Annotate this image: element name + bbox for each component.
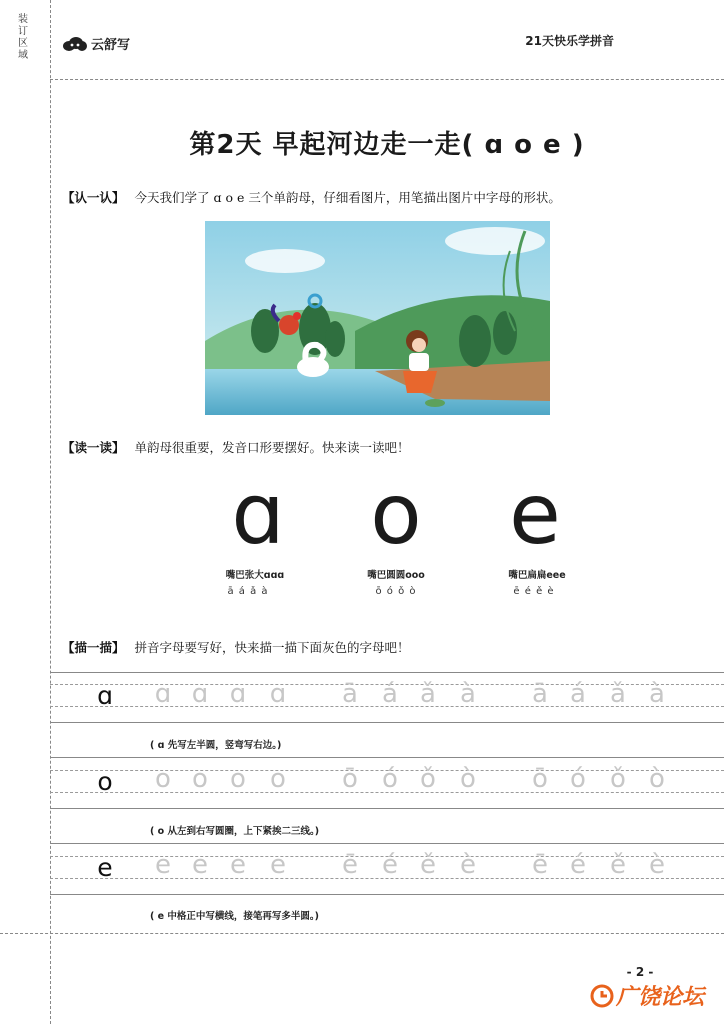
vowel-o-mouth-tip: 嘴巴圆圆ooo <box>367 570 425 581</box>
guide-line-top <box>50 672 724 673</box>
brand-logo <box>62 34 130 53</box>
trace-letter[interactable]: ǒ <box>610 764 626 794</box>
trace-letter[interactable]: ā <box>342 679 358 709</box>
scene-illustration-image <box>205 221 550 415</box>
trace-letter[interactable]: o <box>155 764 171 794</box>
trace-letter[interactable]: à <box>460 679 476 709</box>
trace-letter[interactable]: ò <box>649 764 665 794</box>
trace-letter[interactable]: ó <box>570 764 586 794</box>
footer-divider <box>0 933 724 934</box>
forum-watermark <box>590 980 704 1011</box>
page-number: - 2 - <box>626 965 654 979</box>
trace-letter[interactable]: ē <box>532 850 548 880</box>
section-read <box>62 438 410 456</box>
trace-letter[interactable]: ě <box>610 850 626 880</box>
guide-line-bottom <box>50 808 724 809</box>
vowel-e-tones: ē é ě è <box>513 586 555 597</box>
section-recognize <box>62 188 561 206</box>
trace-letter[interactable]: ǎ <box>610 679 626 709</box>
trace-letter[interactable]: ǒ <box>420 764 436 794</box>
series-title: 21天快乐学拼音 <box>525 34 614 48</box>
trace-letter[interactable]: à <box>649 679 665 709</box>
trace-letter[interactable]: ō <box>342 764 358 794</box>
trace-letter[interactable]: ō <box>532 764 548 794</box>
cloud-logo-icon <box>62 36 88 52</box>
guide-line-bottom <box>50 894 724 895</box>
section-recognize-tag: 【认一认】 <box>62 190 125 205</box>
trace-letter[interactable]: ɑ <box>154 679 172 709</box>
trace-letter[interactable]: o <box>270 764 286 794</box>
trace-letter[interactable]: ā <box>532 679 548 709</box>
section-read-tag: 【读一读】 <box>62 440 125 455</box>
section-recognize-text: 今天我们学了 ɑ o e 三个单韵母，仔细看图片，用笔描出图片中字母的形状。 <box>134 190 561 205</box>
binding-area-label: 装订区域 <box>18 14 28 61</box>
page-title: 第2天 早起河边走一走( ɑ o e ) <box>189 130 585 160</box>
model-letter-e: e <box>97 853 113 882</box>
river-illustration <box>205 221 550 415</box>
vowel-o-large: o <box>370 465 422 563</box>
vowel-a-mouth-tip: 嘴巴张大ɑɑɑ <box>225 570 285 581</box>
trace-letter[interactable]: ɑ <box>191 679 209 709</box>
guide-line-top <box>50 757 724 758</box>
section-trace <box>62 638 410 656</box>
writing-hint-e: ( e 中格正中写横线，接笔再写多半圆。) <box>150 911 319 922</box>
trace-letter[interactable]: á <box>570 679 586 709</box>
trace-letter[interactable]: e <box>230 850 246 880</box>
model-letter-a: ɑ <box>97 681 113 710</box>
watermark-logo-icon <box>590 984 614 1008</box>
trace-letter[interactable]: o <box>230 764 246 794</box>
trace-letter[interactable]: e <box>155 850 171 880</box>
vowel-e-large: e <box>509 465 561 563</box>
trace-letter[interactable]: ē <box>342 850 358 880</box>
trace-letter[interactable]: é <box>382 850 398 880</box>
header-divider <box>50 79 724 80</box>
trace-letter[interactable]: ǎ <box>420 679 436 709</box>
guide-line-top <box>50 843 724 844</box>
trace-letter[interactable]: á <box>382 679 398 709</box>
trace-letter[interactable]: e <box>192 850 208 880</box>
brand-name: 云舒写 <box>91 38 131 53</box>
trace-letter[interactable]: ó <box>382 764 398 794</box>
trace-letter[interactable]: ɑ <box>229 679 247 709</box>
vowel-a-large: ɑ <box>231 465 285 563</box>
trace-letter[interactable]: è <box>460 850 476 880</box>
watermark-text: 广饶论坛 <box>616 984 705 1010</box>
vowel-a-tones: ā á ǎ à <box>227 586 269 597</box>
trace-letter[interactable]: o <box>192 764 208 794</box>
trace-letter[interactable]: è <box>649 850 665 880</box>
section-trace-tag: 【描一描】 <box>62 640 125 655</box>
writing-hint-o: ( o 从左到右写圆圈，上下紧挨二三线。) <box>150 826 320 837</box>
trace-letter[interactable]: e <box>270 850 286 880</box>
vowel-o-tones: ō ó ǒ ò <box>375 586 417 597</box>
trace-letter[interactable]: é <box>570 850 586 880</box>
vowel-e-mouth-tip: 嘴巴扁扁eee <box>508 570 566 581</box>
section-trace-text: 拼音字母要写好，快来描一描下面灰色的字母吧！ <box>134 640 410 655</box>
model-letter-o: o <box>97 767 113 796</box>
trace-letter[interactable]: ě <box>420 850 436 880</box>
writing-hint-a: ( ɑ 先写左半圆，竖弯写右边。) <box>150 740 282 751</box>
trace-letter[interactable]: ò <box>460 764 476 794</box>
trace-letter[interactable]: ɑ <box>269 679 287 709</box>
guide-line-bottom <box>50 722 724 723</box>
section-read-text: 单韵母很重要，发音口形要摆好。快来读一读吧！ <box>134 440 410 455</box>
